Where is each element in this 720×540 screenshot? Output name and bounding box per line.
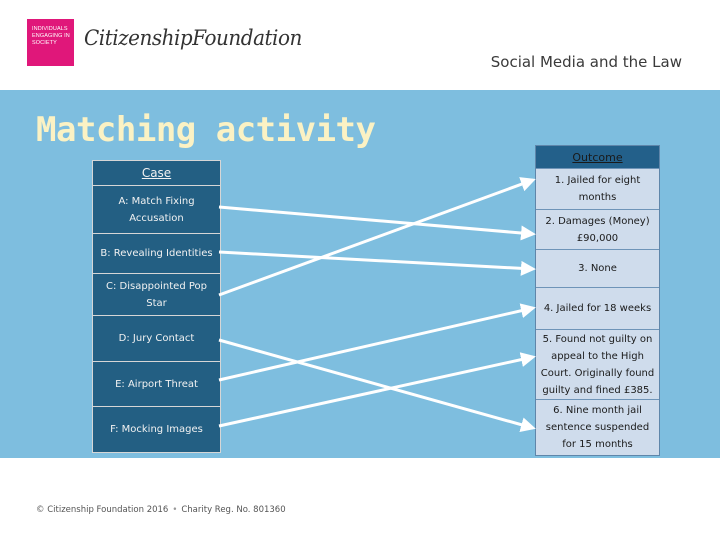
outcome-table bbox=[535, 145, 660, 456]
outcome-table-heading: Outcome bbox=[536, 146, 659, 168]
case-item-a: A: Match Fixing Accusation bbox=[93, 185, 220, 233]
slide-title: Matching activity bbox=[36, 110, 376, 150]
case-item-c: C: Disappointed Pop Star bbox=[93, 273, 220, 315]
footer-charity-number: Charity Reg. No. 801360 bbox=[181, 505, 286, 515]
outcome-item-6: 6. Nine month jail sentence suspended for 15 months bbox=[536, 399, 659, 455]
outcome-item-4: 4. Jailed for 18 weeks bbox=[536, 287, 659, 329]
citizenship-foundation-logo-box bbox=[27, 19, 74, 66]
outcome-item-2: 2. Damages (Money) £90,000 bbox=[536, 209, 659, 249]
footer-separator: • bbox=[172, 505, 178, 515]
case-item-e: E: Airport Threat bbox=[93, 361, 220, 406]
outcome-item-1: 1. Jailed for eight months bbox=[536, 168, 659, 209]
case-item-b: B: Revealing Identities bbox=[93, 233, 220, 273]
case-item-d: D: Jury Contact bbox=[93, 315, 220, 361]
footer bbox=[36, 505, 286, 515]
citizenship-foundation-wordmark: CitizenshipFoundation bbox=[84, 26, 302, 50]
case-table-heading: Case bbox=[93, 161, 220, 185]
case-table bbox=[92, 160, 221, 453]
footer-copyright: © Citizenship Foundation 2016 bbox=[36, 505, 169, 515]
outcome-item-5: 5. Found not guilty on appeal to the High Court. Originally found guilty and fined £385. bbox=[536, 329, 659, 399]
logo-box-text: INDIVIDUALS ENGAGING IN SOCIETY bbox=[32, 26, 70, 46]
case-item-f: F: Mocking Images bbox=[93, 406, 220, 452]
outcome-item-3: 3. None bbox=[536, 249, 659, 287]
deck-subtitle: Social Media and the Law bbox=[490, 53, 682, 71]
